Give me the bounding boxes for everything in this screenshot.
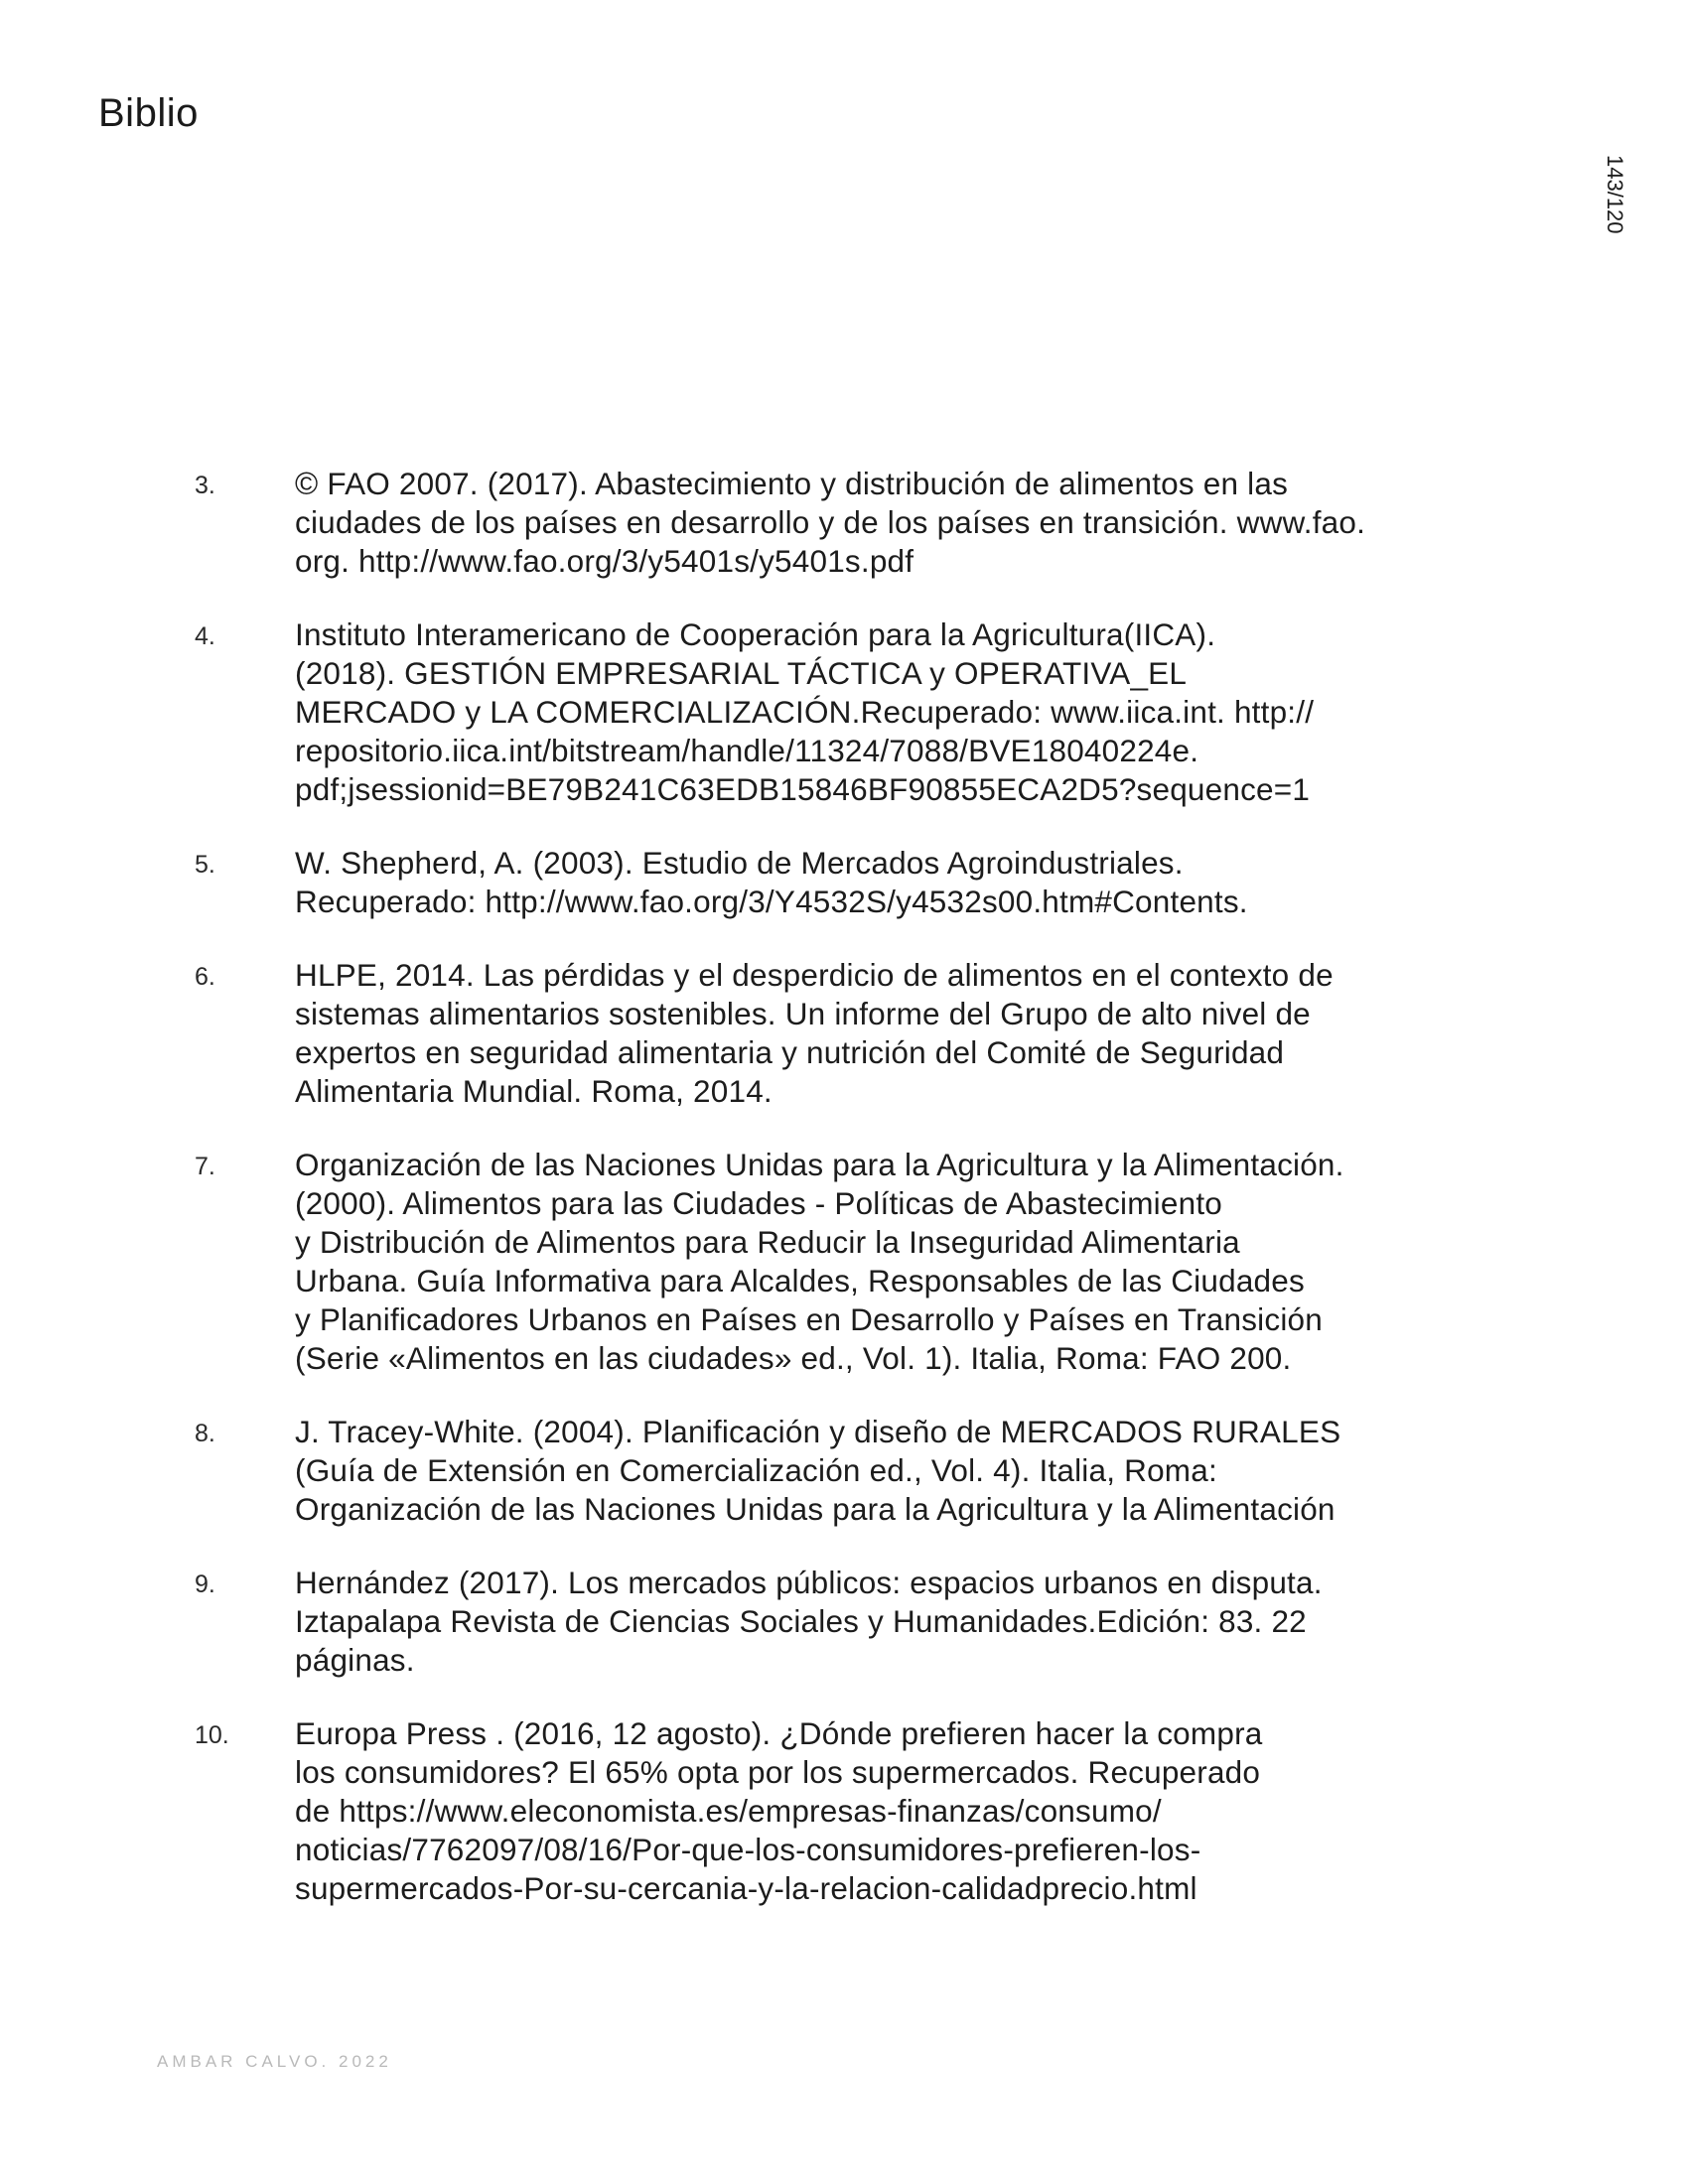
- reference-line: Instituto Interamericano de Cooperación para la Agricultura(IICA).: [295, 616, 1216, 652]
- reference-line: repositorio.iica.int/bitstream/handle/11324/7088/BVE18040224e.: [295, 733, 1199, 768]
- reference-line: expertos en seguridad alimentaria y nutrición del Comité de Seguridad: [295, 1034, 1285, 1070]
- reference-text: [295, 1564, 1556, 1680]
- reference-line: Iztapalapa Revista de Ciencias Sociales y Humanidades.Edición: 83. 22: [295, 1603, 1307, 1639]
- reference-line: páginas.: [295, 1642, 415, 1678]
- footer-credit: AMBAR CALVO. 2022: [157, 2052, 392, 2071]
- reference-line: y Planificadores Urbanos en Países en Desarrollo y Países en Transición: [295, 1301, 1323, 1337]
- reference-line: noticias/7762097/08/16/Por-que-los-consumidores-prefieren-los-: [295, 1832, 1201, 1867]
- reference-item: [0, 844, 1688, 921]
- reference-line: Alimentaria Mundial. Roma, 2014.: [295, 1073, 773, 1109]
- reference-list: [0, 465, 1688, 1943]
- reference-line: (2000). Alimentos para las Ciudades - Políticas de Abastecimiento: [295, 1185, 1222, 1221]
- reference-text: [295, 615, 1556, 809]
- reference-item: [0, 1413, 1688, 1529]
- reference-text: [295, 1146, 1556, 1378]
- reference-line: sistemas alimentarios sostenibles. Un informe del Grupo de alto nivel de: [295, 996, 1311, 1031]
- reference-number: 4.: [195, 622, 215, 650]
- reference-line: W. Shepherd, A. (2003). Estudio de Mercados Agroindustriales.: [295, 845, 1184, 881]
- page-number: [1600, 155, 1627, 234]
- reference-text: [295, 465, 1556, 581]
- reference-number: 7.: [195, 1153, 215, 1180]
- reference-line: Organización de las Naciones Unidas para la Agricultura y la Alimentación.: [295, 1147, 1344, 1182]
- reference-line: supermercados-Por-su-cercania-y-la-relacion-calidadprecio.html: [295, 1870, 1197, 1906]
- reference-item: [0, 1146, 1688, 1378]
- page-number-text: 143/120: [1603, 155, 1627, 234]
- reference-text: [295, 1413, 1556, 1529]
- reference-item: [0, 465, 1688, 581]
- reference-text: [295, 844, 1556, 921]
- reference-line: ciudades de los países en desarrollo y de los países en transición. www.fao.: [295, 504, 1366, 540]
- reference-number: 8.: [195, 1420, 215, 1447]
- reference-number: 3.: [195, 472, 215, 499]
- reference-line: © FAO 2007. (2017). Abastecimiento y distribución de alimentos en las: [295, 466, 1289, 501]
- reference-line: Hernández (2017). Los mercados públicos: espacios urbanos en disputa.: [295, 1565, 1323, 1600]
- reference-line: los consumidores? El 65% opta por los supermercados. Recuperado: [295, 1754, 1261, 1790]
- reference-item: [0, 615, 1688, 809]
- reference-item: [0, 1564, 1688, 1680]
- reference-item: [0, 1714, 1688, 1908]
- reference-text: [295, 956, 1556, 1111]
- reference-line: Recuperado: http://www.fao.org/3/Y4532S/y4532s00.htm#Contents.: [295, 884, 1248, 919]
- reference-line: (2018). GESTIÓN EMPRESARIAL TÁCTICA y OPERATIVA_EL: [295, 655, 1188, 691]
- reference-line: pdf;jsessionid=BE79B241C63EDB15846BF90855ECA2D5?sequence=1: [295, 771, 1311, 807]
- reference-line: MERCADO y LA COMERCIALIZACIÓN.Recuperado: www.iica.int. http://: [295, 694, 1315, 730]
- reference-line: Europa Press . (2016, 12 agosto). ¿Dónde prefieren hacer la compra: [295, 1715, 1263, 1751]
- reference-line: de https://www.eleconomista.es/empresas-finanzas/consumo/: [295, 1793, 1162, 1829]
- reference-text: [295, 1714, 1556, 1908]
- reference-number: 5.: [195, 851, 215, 879]
- reference-line: Organización de las Naciones Unidas para la Agricultura y la Alimentación: [295, 1491, 1336, 1527]
- reference-number: 9.: [195, 1570, 215, 1598]
- reference-number: 6.: [195, 963, 215, 991]
- reference-item: [0, 956, 1688, 1111]
- reference-line: (Guía de Extensión en Comercialización ed., Vol. 4). Italia, Roma:: [295, 1452, 1217, 1488]
- reference-number: 10.: [195, 1721, 229, 1749]
- reference-line: org. http://www.fao.org/3/y5401s/y5401s.pdf: [295, 543, 914, 579]
- reference-line: (Serie «Alimentos en las ciudades» ed., Vol. 1). Italia, Roma: FAO 200.: [295, 1340, 1292, 1376]
- reference-line: J. Tracey-White. (2004). Planificación y diseño de MERCADOS RURALES: [295, 1414, 1341, 1449]
- page-title: Biblio: [98, 91, 199, 135]
- reference-line: HLPE, 2014. Las pérdidas y el desperdicio de alimentos en el contexto de: [295, 957, 1334, 993]
- reference-line: Urbana. Guía Informativa para Alcaldes, Responsables de las Ciudades: [295, 1263, 1305, 1298]
- reference-line: y Distribución de Alimentos para Reducir la Inseguridad Alimentaria: [295, 1224, 1240, 1260]
